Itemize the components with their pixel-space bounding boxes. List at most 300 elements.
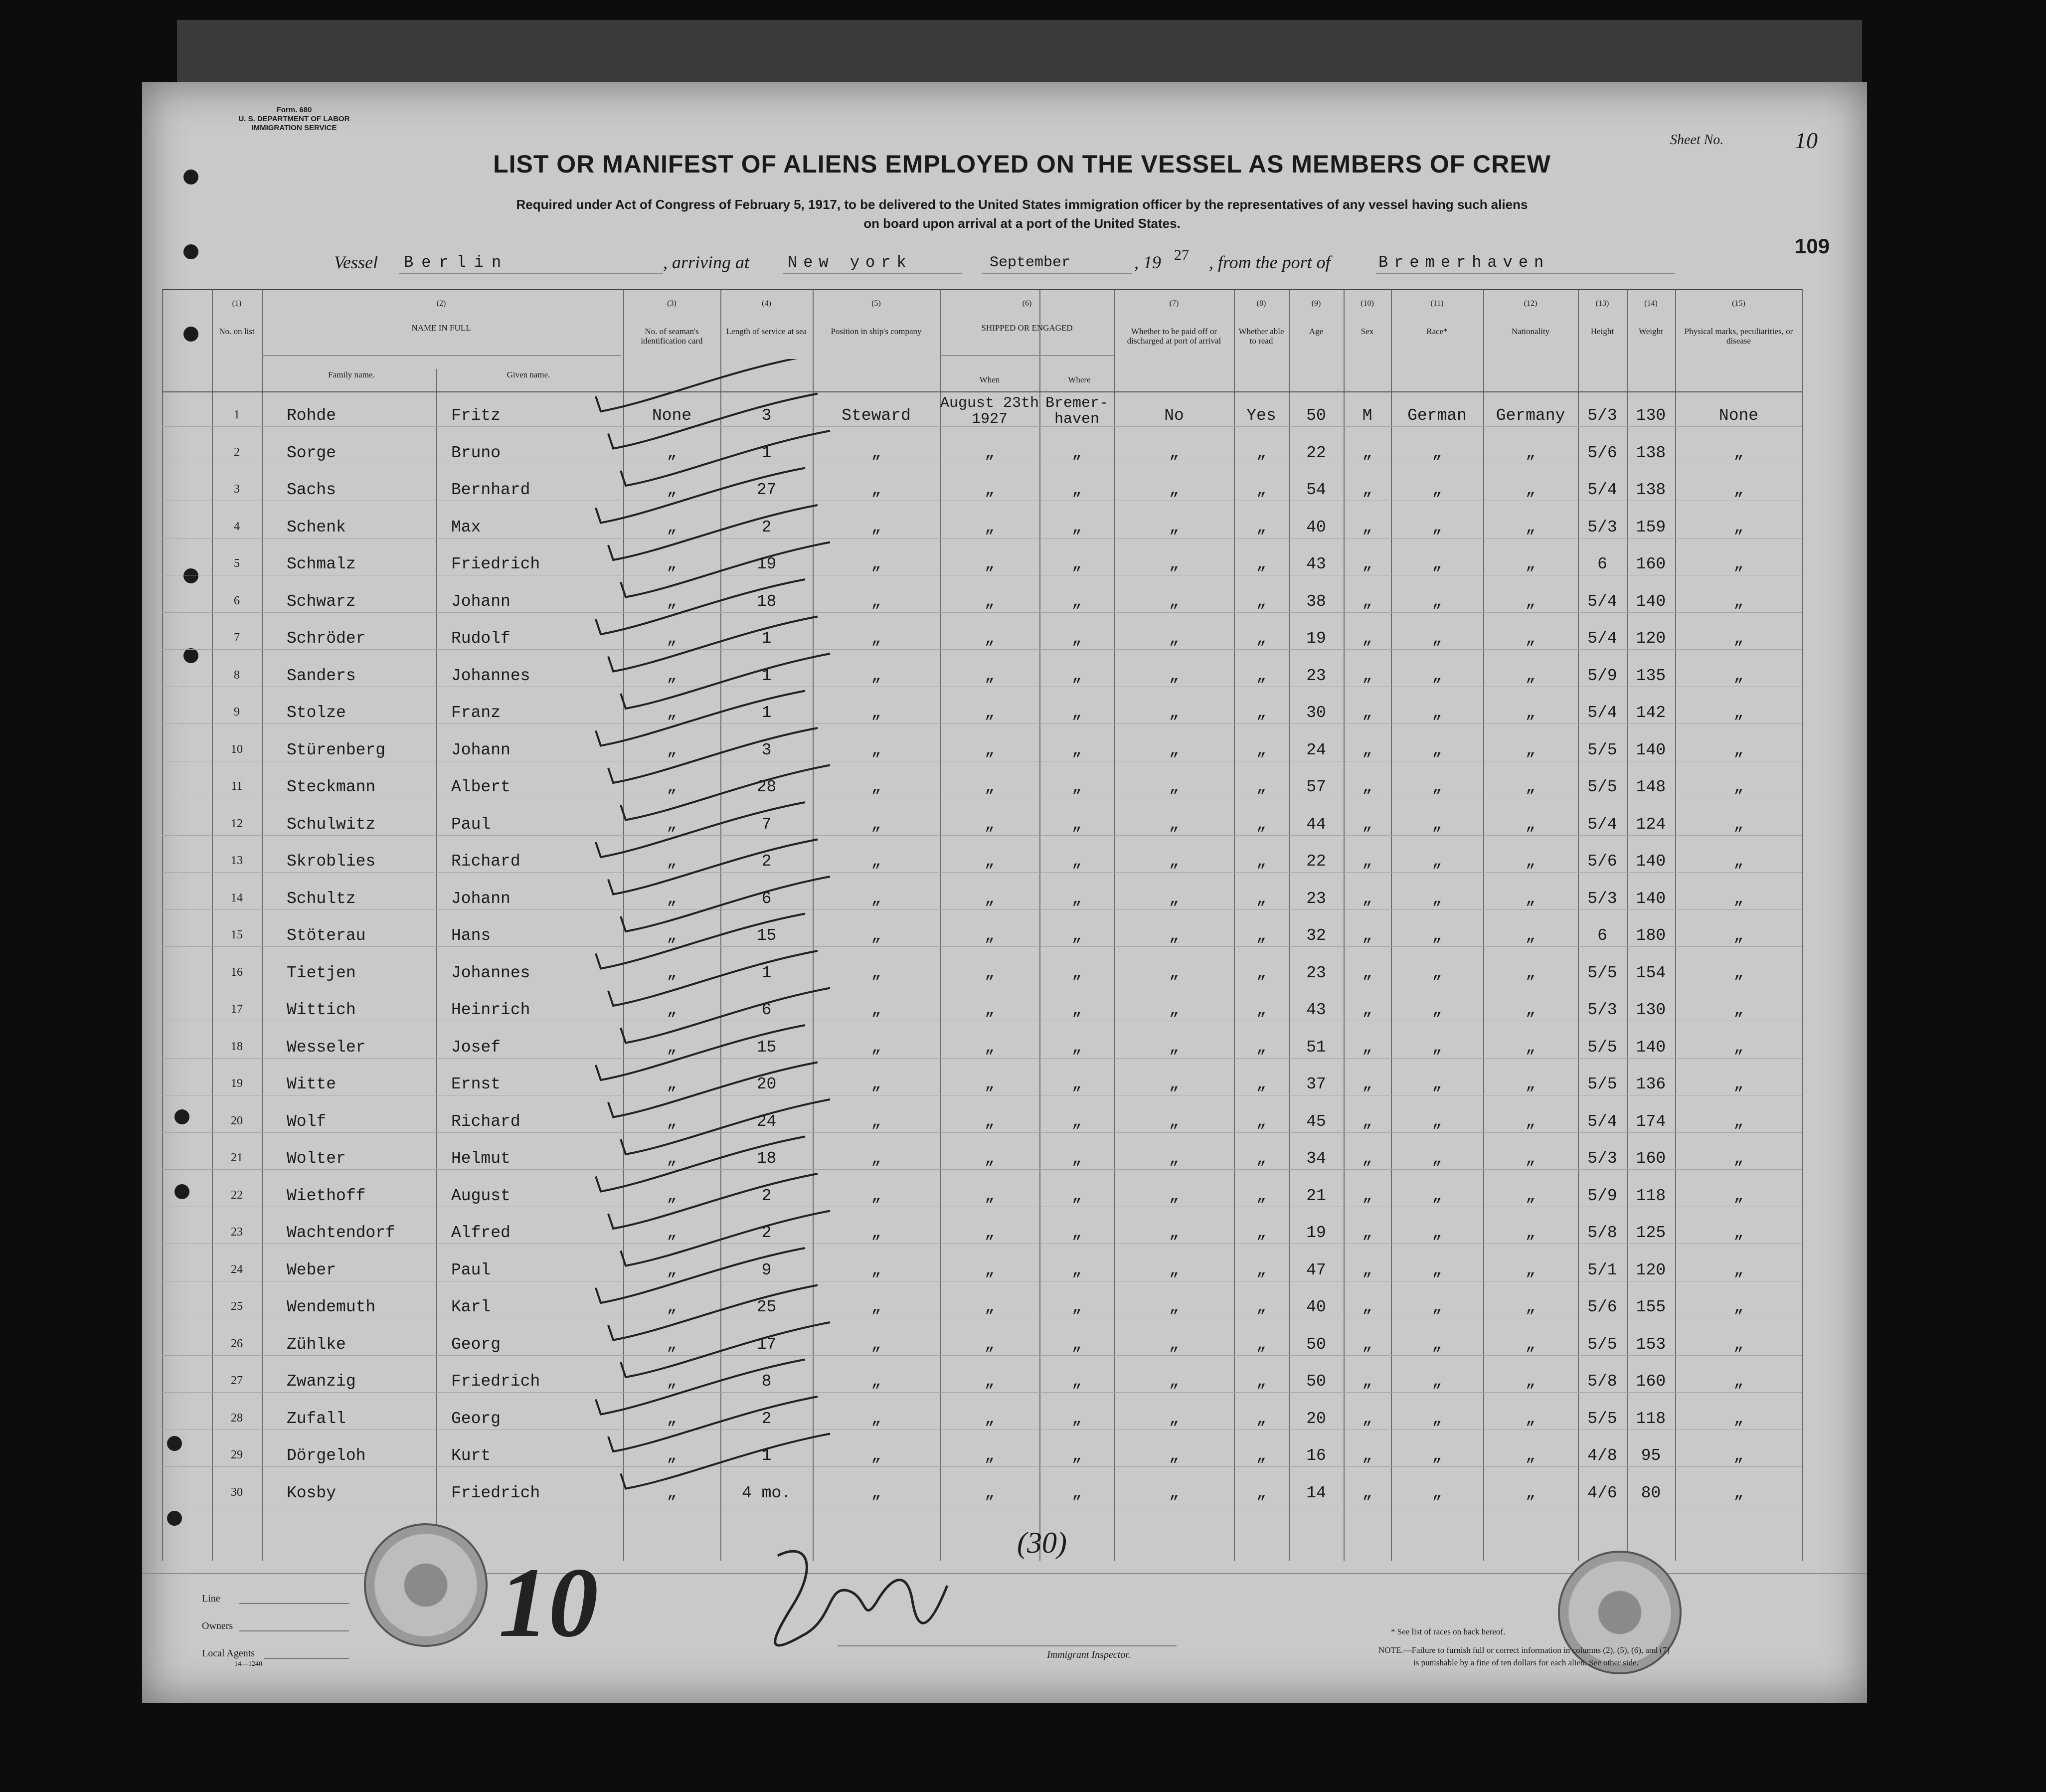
cell-paid: „	[1169, 704, 1179, 722]
cell-paid: „	[1169, 889, 1179, 908]
cell-no: 10	[231, 742, 243, 756]
cell-age: 50	[1306, 406, 1326, 425]
row-rule	[162, 1355, 1802, 1356]
cell-read: „	[1256, 1335, 1266, 1354]
cell-read: „	[1256, 1112, 1266, 1131]
cell-read: „	[1256, 740, 1266, 759]
cell-read: „	[1256, 443, 1266, 462]
column-label: Nationality	[1511, 327, 1550, 336]
cell-race: „	[1432, 815, 1442, 834]
cell-weight: 174	[1636, 1112, 1666, 1131]
cell-no: 29	[231, 1448, 243, 1461]
cell-card: „	[667, 815, 677, 834]
cell-position: „	[871, 778, 881, 796]
from-port-label: , from the port of	[1209, 252, 1331, 272]
cell-when: „	[985, 740, 995, 759]
column-rule	[1483, 289, 1484, 1561]
cell-card: „	[667, 778, 677, 796]
cell-race: „	[1432, 1001, 1442, 1019]
cell-nat: „	[1526, 666, 1535, 685]
cell-where: „	[1072, 1446, 1082, 1465]
cell-service: 25	[756, 1298, 777, 1316]
cell-sex: „	[1362, 852, 1372, 871]
cell-position: „	[871, 592, 881, 611]
cell-where: „	[1072, 1483, 1082, 1502]
cell-when: „	[985, 1001, 995, 1019]
cell-position: „	[871, 1224, 881, 1242]
cell-marks: „	[1733, 815, 1744, 834]
shipped-subheader-rule	[940, 355, 1114, 356]
cell-read: „	[1256, 1038, 1266, 1057]
cell-when: „	[985, 1260, 995, 1279]
cell-when: „	[985, 1446, 995, 1465]
column-rule	[1234, 289, 1235, 1561]
cell-family: Weber	[287, 1260, 337, 1279]
cell-service: 27	[756, 481, 777, 499]
service-name: IMMIGRATION SERVICE	[251, 124, 337, 132]
cell-card: „	[667, 518, 677, 537]
cell-height: 5/4	[1587, 481, 1617, 499]
punch-hole	[183, 327, 198, 342]
cell-given: Alfred	[451, 1224, 511, 1242]
cell-service: 15	[756, 926, 777, 945]
cell-race: „	[1432, 1186, 1442, 1205]
cell-given: Johann	[451, 740, 511, 759]
cell-no: 21	[231, 1151, 243, 1164]
cell-card: „	[667, 629, 677, 648]
cell-where: „	[1072, 481, 1082, 499]
cell-position: „	[871, 443, 881, 462]
cell-weight: 95	[1641, 1446, 1661, 1465]
cell-family: Sanders	[287, 666, 356, 685]
departure-port: Bremerhaven	[1378, 253, 1550, 272]
cell-marks: „	[1733, 518, 1744, 537]
cell-sex: „	[1362, 555, 1372, 573]
cell-age: 40	[1306, 518, 1326, 537]
cell-paid: „	[1169, 778, 1179, 796]
race-footnote: * See list of races on back hereof.	[1391, 1627, 1506, 1636]
form-code: 14—1240	[234, 1660, 262, 1668]
cell-card: „	[667, 592, 677, 611]
cell-no: 6	[234, 594, 240, 607]
arrival-month: September	[990, 254, 1071, 271]
cell-family: Schmalz	[287, 555, 356, 573]
cell-age: 43	[1306, 555, 1326, 573]
cell-paid: „	[1169, 740, 1179, 759]
cell-height: 4/8	[1587, 1446, 1617, 1465]
cell-race: „	[1432, 1260, 1442, 1279]
cell-family: Dörgeloh	[287, 1446, 366, 1465]
family-name-header: Family name.	[328, 370, 375, 379]
manifest-title: LIST OR MANIFEST OF ALIENS EMPLOYED ON THE VESSEL AS MEMBERS OF CREW	[493, 150, 1551, 178]
cell-no: 27	[231, 1374, 243, 1387]
cell-sex: „	[1362, 518, 1372, 537]
cell-where: Bremer- haven	[1045, 395, 1109, 428]
cell-marks: „	[1733, 778, 1744, 796]
cell-marks: „	[1733, 443, 1744, 462]
column-label: Position in ship's company	[831, 327, 922, 336]
cell-marks: „	[1733, 1335, 1744, 1354]
cell-read: „	[1256, 704, 1266, 722]
cell-height: 5/5	[1587, 1335, 1617, 1354]
cell-no: 16	[231, 965, 243, 979]
cell-position: „	[871, 815, 881, 834]
cell-race: „	[1432, 889, 1442, 908]
cell-no: 1	[234, 408, 240, 421]
cell-family: Zühlke	[287, 1335, 346, 1354]
cell-weight: 140	[1636, 1038, 1666, 1057]
cell-nat: „	[1526, 740, 1535, 759]
cell-no: 12	[231, 817, 243, 830]
line-underline	[239, 1603, 349, 1604]
cell-no: 14	[231, 891, 243, 904]
cell-service: 9	[761, 1260, 772, 1279]
cell-read: „	[1256, 926, 1266, 945]
cell-no: 7	[234, 631, 240, 644]
cell-race: „	[1432, 666, 1442, 685]
column-rule	[1675, 289, 1676, 1561]
cell-given: Kurt	[451, 1446, 491, 1465]
cell-weight: 180	[1636, 926, 1666, 945]
cell-race: „	[1432, 963, 1442, 982]
cell-sex: „	[1362, 889, 1372, 908]
cell-family: Schenk	[287, 518, 346, 537]
cell-nat: Germany	[1496, 406, 1565, 425]
cell-given: Fritz	[451, 406, 501, 425]
cell-nat: „	[1526, 555, 1535, 573]
cell-weight: 160	[1636, 1372, 1666, 1391]
cell-height: 6	[1597, 926, 1607, 945]
row-rule	[162, 723, 1802, 724]
cell-sex: „	[1362, 1372, 1372, 1391]
cell-family: Rohde	[287, 406, 337, 425]
column-rule	[1039, 289, 1040, 1561]
cell-height: 5/4	[1587, 815, 1617, 834]
cell-weight: 124	[1636, 815, 1666, 834]
cell-race: „	[1432, 518, 1442, 537]
cell-race: „	[1432, 1038, 1442, 1057]
cell-when: „	[985, 704, 995, 722]
cell-weight: 120	[1636, 629, 1666, 648]
cell-marks: „	[1733, 926, 1744, 945]
cell-weight: 118	[1636, 1409, 1666, 1428]
cell-family: Schulwitz	[287, 815, 376, 834]
cell-paid: „	[1169, 926, 1179, 945]
cell-no: 11	[231, 780, 243, 793]
cell-weight: 153	[1636, 1335, 1666, 1354]
cell-read: „	[1256, 1149, 1266, 1168]
cell-position: „	[871, 1483, 881, 1502]
cell-when: „	[985, 1335, 995, 1354]
cell-service: 2	[761, 852, 772, 871]
cell-race: „	[1432, 443, 1442, 462]
cell-race: „	[1432, 1372, 1442, 1391]
column-label: SHIPPED OR ENGAGED	[981, 323, 1073, 333]
cell-nat: „	[1526, 592, 1535, 611]
cell-position: „	[871, 1038, 881, 1057]
local-agents-label: Local Agents	[202, 1648, 255, 1659]
cell-height: 5/8	[1587, 1224, 1617, 1242]
page-number: 109	[1795, 234, 1830, 258]
cell-sex: „	[1362, 443, 1372, 462]
cell-height: 5/6	[1587, 852, 1617, 871]
cell-where: „	[1072, 1335, 1082, 1354]
vessel-label: Vessel	[334, 252, 378, 272]
cell-no: 26	[231, 1337, 243, 1350]
cell-marks: „	[1733, 1075, 1744, 1093]
row-rule	[162, 909, 1802, 910]
row-rule	[162, 1392, 1802, 1393]
cell-when: „	[985, 666, 995, 685]
cell-sex: „	[1362, 1186, 1372, 1205]
cell-service: 18	[756, 1149, 777, 1168]
cell-no: 24	[231, 1262, 243, 1276]
cell-height: 5/5	[1587, 1038, 1617, 1057]
cell-weight: 160	[1636, 1149, 1666, 1168]
cell-age: 21	[1306, 1186, 1326, 1205]
cell-given: Paul	[451, 1260, 491, 1279]
cell-read: „	[1256, 481, 1266, 499]
cell-paid: „	[1169, 1372, 1179, 1391]
vessel-name: Berlin	[404, 253, 510, 272]
column-number: (7)	[1169, 299, 1179, 308]
cell-position: „	[871, 1446, 881, 1465]
cell-paid: „	[1169, 1446, 1179, 1465]
cell-position: „	[871, 1149, 881, 1168]
cell-nat: „	[1526, 1186, 1535, 1205]
cell-where: „	[1072, 1298, 1082, 1316]
row-rule	[162, 835, 1802, 836]
cell-given: Karl	[451, 1298, 491, 1316]
cell-card: „	[667, 1224, 677, 1242]
cell-given: Johannes	[451, 666, 530, 685]
cell-when: August 23th 1927	[940, 395, 1039, 428]
cell-race: „	[1432, 1335, 1442, 1354]
cell-sex: „	[1362, 1446, 1372, 1465]
punch-hole	[174, 1109, 189, 1124]
column-number: (9)	[1311, 299, 1321, 308]
punch-hole	[183, 170, 198, 184]
cell-where: „	[1072, 1260, 1082, 1279]
cell-card: „	[667, 1260, 677, 1279]
cell-age: 30	[1306, 704, 1326, 722]
cell-no: 19	[231, 1077, 243, 1090]
cell-no: 23	[231, 1226, 243, 1239]
cell-sex: „	[1362, 481, 1372, 499]
cell-card: „	[667, 1186, 677, 1205]
punch-hole	[183, 648, 198, 663]
cell-height: 5/8	[1587, 1372, 1617, 1391]
cell-position: „	[871, 963, 881, 982]
cell-when: „	[985, 852, 995, 871]
inspector-line	[838, 1645, 1177, 1646]
manifest-subtitle-2: on board upon arrival at a port of the United States.	[863, 216, 1181, 231]
cell-family: Wesseler	[287, 1038, 366, 1057]
cell-position: „	[871, 926, 881, 945]
manifest-subtitle: Required under Act of Congress of February 5, 1917, to be delivered to the United States immigration officer by the representatives of any vessel having such aliens	[516, 197, 1528, 212]
cell-read: „	[1256, 852, 1266, 871]
cell-given: Johannes	[451, 963, 530, 982]
cell-paid: „	[1169, 1224, 1179, 1242]
cell-age: 34	[1306, 1149, 1326, 1168]
cell-where: „	[1072, 518, 1082, 537]
row-rule	[162, 1058, 1802, 1059]
cell-given: Richard	[451, 852, 520, 871]
cell-marks: „	[1733, 1001, 1744, 1019]
cell-service: 1	[761, 666, 772, 685]
cell-sex: „	[1362, 1149, 1372, 1168]
cell-nat: „	[1526, 889, 1535, 908]
cell-sex: „	[1362, 1335, 1372, 1354]
cell-when: „	[985, 1149, 995, 1168]
cell-race: „	[1432, 555, 1442, 573]
cell-height: 5/6	[1587, 443, 1617, 462]
cell-given: Rudolf	[451, 629, 511, 648]
departure-underline	[1376, 273, 1675, 274]
cell-when: „	[985, 629, 995, 648]
punch-hole	[183, 244, 198, 259]
cell-age: 24	[1306, 740, 1326, 759]
cell-service: 7	[761, 815, 772, 834]
cell-marks: „	[1733, 629, 1744, 648]
cell-nat: „	[1526, 1224, 1535, 1242]
cell-service: 20	[756, 1075, 777, 1093]
cell-marks: „	[1733, 1038, 1744, 1057]
cell-weight: 159	[1636, 518, 1666, 537]
year-suffix: 27	[1174, 247, 1189, 263]
cell-where: „	[1072, 629, 1082, 648]
cell-card: „	[667, 1483, 677, 1502]
cell-marks: „	[1733, 740, 1744, 759]
where-header: Where	[1068, 375, 1091, 384]
cell-sex: „	[1362, 1483, 1372, 1502]
cell-no: 5	[234, 557, 240, 570]
cell-card: None	[652, 406, 692, 425]
cell-nat: „	[1526, 1409, 1535, 1428]
cell-when: „	[985, 1075, 995, 1093]
cell-given: Johann	[451, 889, 511, 908]
cell-nat: „	[1526, 1335, 1535, 1354]
cell-weight: 154	[1636, 963, 1666, 982]
cell-where: „	[1072, 963, 1082, 982]
cell-service: 28	[756, 778, 777, 796]
cell-nat: „	[1526, 704, 1535, 722]
cell-position: „	[871, 481, 881, 499]
cell-race: „	[1432, 629, 1442, 648]
cell-nat: „	[1526, 1112, 1535, 1131]
cell-race: „	[1432, 1112, 1442, 1131]
cell-read: „	[1256, 1186, 1266, 1205]
cell-family: Witte	[287, 1075, 337, 1093]
cell-family: Skroblies	[287, 852, 376, 871]
cell-nat: „	[1526, 443, 1535, 462]
cell-marks: „	[1733, 1409, 1744, 1428]
cell-card: „	[667, 704, 677, 722]
cell-position: „	[871, 1298, 881, 1316]
cell-position: „	[871, 1409, 881, 1428]
cell-where: „	[1072, 1224, 1082, 1242]
cell-age: 23	[1306, 889, 1326, 908]
cell-nat: „	[1526, 815, 1535, 834]
column-label: No. of seaman's identification card	[641, 327, 703, 346]
cell-where: „	[1072, 1186, 1082, 1205]
cell-family: Wiethoff	[287, 1186, 366, 1205]
column-label: NAME IN FULL	[411, 323, 471, 333]
cell-when: „	[985, 518, 995, 537]
cell-weight: 135	[1636, 666, 1666, 685]
cell-given: Johann	[451, 592, 511, 611]
penalty-note: NOTE.—Failure to furnish full or correct information in columns (2), (5), (6), and (7)	[1378, 1645, 1670, 1655]
cell-paid: „	[1169, 555, 1179, 573]
cell-sex: „	[1362, 1260, 1372, 1279]
column-label: Height	[1590, 327, 1614, 336]
cell-height: 5/9	[1587, 1186, 1617, 1205]
column-rule	[436, 369, 437, 1561]
cell-service: 6	[761, 1001, 772, 1019]
cell-family: Schröder	[287, 629, 366, 648]
cell-no: 18	[231, 1040, 243, 1053]
cell-family: Schultz	[287, 889, 356, 908]
cell-given: Friedrich	[451, 1483, 540, 1502]
cell-given: August	[451, 1186, 511, 1205]
cell-card: „	[667, 889, 677, 908]
cell-given: Bernhard	[451, 481, 530, 499]
cell-paid: No	[1164, 406, 1184, 425]
cell-no: 20	[231, 1114, 243, 1127]
cell-family: Zwanzig	[287, 1372, 356, 1391]
cell-race: „	[1432, 1298, 1442, 1316]
cell-marks: „	[1733, 1112, 1744, 1131]
cell-height: 5/4	[1587, 629, 1617, 648]
row-rule	[162, 1466, 1802, 1467]
cell-service: 2	[761, 1224, 772, 1242]
cell-weight: 140	[1636, 740, 1666, 759]
arriving-label: , arriving at	[663, 252, 750, 272]
cell-age: 50	[1306, 1372, 1326, 1391]
column-rule	[940, 289, 941, 1561]
cell-race: „	[1432, 1224, 1442, 1242]
cell-marks: „	[1733, 592, 1744, 611]
cell-where: „	[1072, 443, 1082, 462]
column-number: (3)	[667, 299, 677, 308]
cell-family: Stöterau	[287, 926, 366, 945]
consulate-stamp-right	[1558, 1551, 1682, 1674]
cell-given: Georg	[451, 1335, 501, 1354]
cell-height: 5/5	[1587, 1075, 1617, 1093]
cell-paid: „	[1169, 1186, 1179, 1205]
cell-service: 3	[761, 406, 772, 425]
column-label: Age	[1309, 327, 1324, 336]
cell-given: Hans	[451, 926, 491, 945]
agents-underline	[264, 1658, 349, 1659]
cell-family: Wachtendorf	[287, 1224, 395, 1242]
cell-nat: „	[1526, 1038, 1535, 1057]
cell-weight: 155	[1636, 1298, 1666, 1316]
cell-marks: „	[1733, 963, 1744, 982]
cell-weight: 138	[1636, 481, 1666, 499]
cell-position: „	[871, 740, 881, 759]
cell-service: 3	[761, 740, 772, 759]
cell-position: „	[871, 1001, 881, 1019]
cell-read: „	[1256, 963, 1266, 982]
cell-no: 9	[234, 706, 240, 718]
cell-weight: 120	[1636, 1260, 1666, 1279]
cell-marks: „	[1733, 889, 1744, 908]
cell-sex: „	[1362, 1298, 1372, 1316]
cell-when: „	[985, 1224, 995, 1242]
cell-read: „	[1256, 1075, 1266, 1093]
cell-paid: „	[1169, 1001, 1179, 1019]
